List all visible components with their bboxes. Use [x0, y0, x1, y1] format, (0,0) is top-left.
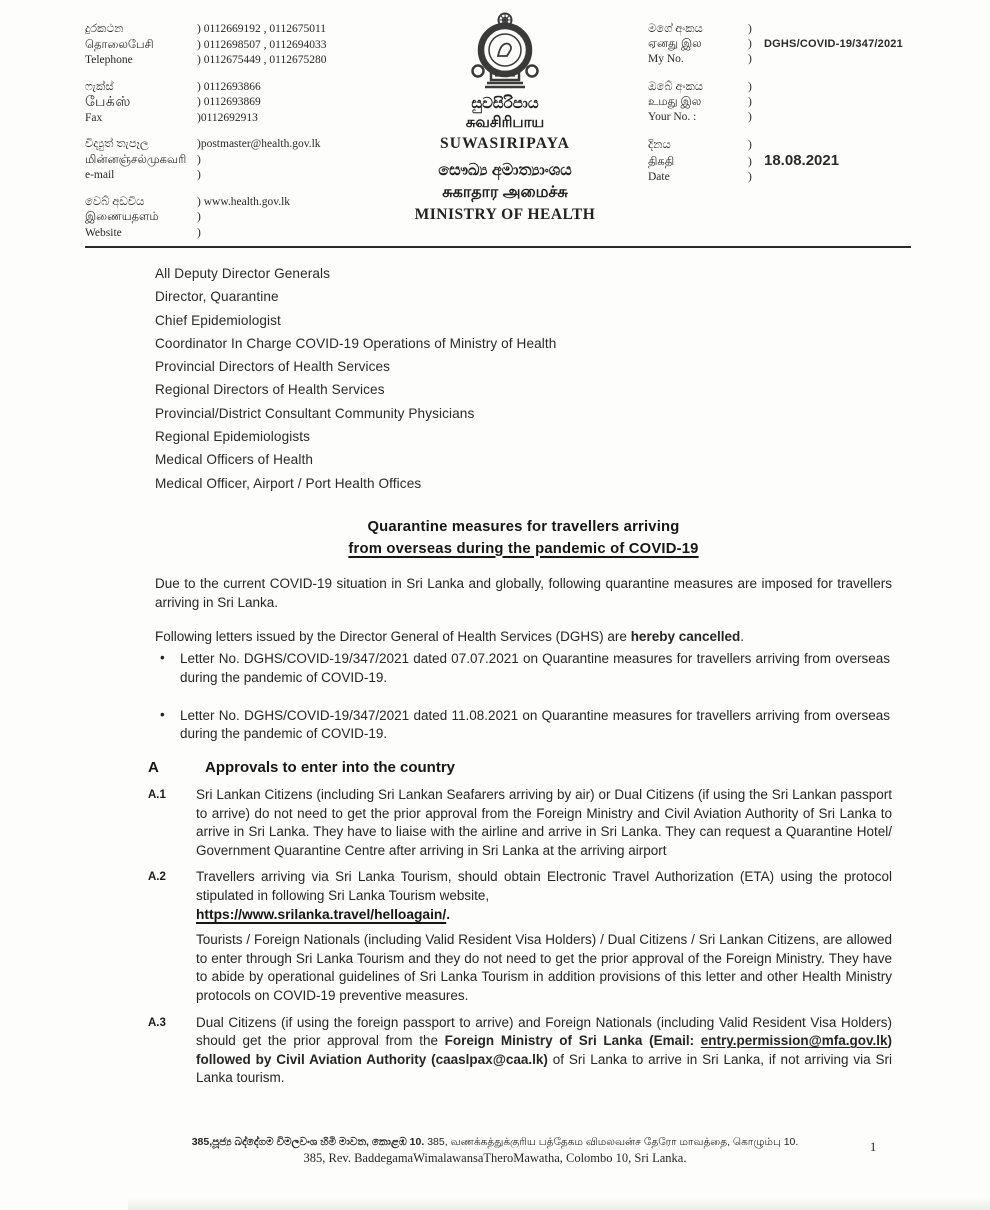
my-no-label-ta: ஏனது இல	[648, 38, 702, 50]
reference-block	[648, 22, 923, 198]
cancelled-letter-list	[158, 650, 890, 763]
recipient-line: Regional Epidemiologists	[155, 429, 311, 445]
recipient-line: Coordinator In Charge COVID-19 Operations of Ministry of Health	[155, 335, 557, 351]
letter-title-line2: from overseas during the pandemic of COVID-19	[348, 540, 699, 557]
fax-label-si: ෆැක්ස්	[85, 80, 114, 93]
website-url: ) www.health.gov.lk	[197, 195, 291, 208]
fax-label-en: Fax	[85, 111, 103, 124]
your-no-group: ඔබේ අංකය ) உமது இல ) Your No. : )	[648, 81, 752, 123]
sri-lanka-national-emblem-icon	[457, 10, 553, 92]
my-no-label-si: මගේ අංකය	[648, 23, 703, 35]
your-no-label-en: Your No. :	[648, 111, 697, 123]
header-divider-line	[85, 246, 911, 248]
cancelled-letter-item: • Letter No. DGHS/COVID-19/347/2021 dated 11.08.2021 on Quarantine measures for travellers arriving from overseas during the pandemic of COVID-19.	[158, 707, 890, 745]
recipient-line: Chief Epidemiologist	[155, 312, 281, 328]
letterhead-center	[345, 10, 665, 224]
telephone-numbers: ) 0112669192 , 0112675011	[197, 23, 327, 35]
footer-address	[0, 1136, 990, 1166]
recipient-line: Provincial Directors of Health Services	[155, 359, 391, 375]
your-no-label-si: ඔබේ අංකය	[648, 81, 704, 93]
cancelled-sentence: Following letters issued by the Director General of Health Services (DGHS) are hereby cancelled.	[155, 629, 745, 644]
fax-number: )0112692913	[197, 111, 258, 124]
intro-paragraph: Due to the current COVID-19 situation in Sri Lanka and globally, following quarantine measures are imposed for travellers arriving in Sri Lanka.	[155, 576, 892, 610]
telephone-numbers: ) 0112675449 , 0112675280	[197, 54, 327, 66]
letter-title-line1: Quarantine measures for travellers arriving	[367, 519, 680, 535]
clause-a2-label: A.2	[148, 871, 166, 884]
hereby-cancelled-bold: hereby cancelled	[630, 629, 741, 644]
footer-address-sinhala: 385,පූජ්‍ය බද්දේගම විමලවංශ හිමි මාවත, කොළඹ 10.	[191, 1136, 425, 1148]
cancelled-letter-item: • Letter No. DGHS/COVID-19/347/2021 dated 07.07.2021 on Quarantine measures for travellers arriving from overseas during the pandemic of COVID-19.	[158, 650, 890, 688]
tourism-website-link: https://www.srilanka.travel/helloagain/	[196, 906, 447, 922]
footer-address-tamil: 385, வணக்கத்துக்குரிய பத்தேகம விமலவன்ச தேரோ மாவத்தை, கொழும்பு 10.	[427, 1136, 799, 1148]
email-label-en: e-mail	[85, 169, 115, 181]
clause-a1-text: Sri Lankan Citizens (including Sri Lankan Seafarers arriving by air) or Dual Citizens (if using the Sri Lankan passport to arrive) do not need to get the prior approval from the Foreign Ministry and Civil Aviation Authority of Sri Lanka to arrive in Sri Lanka. They have to liaise with the airline and arrive in Sri Lanka. They can request a Quarantine Hotel/ Government Quarantine Centre after arriving in Sri Lanka at the arriving airport	[196, 787, 892, 858]
page-number: 1	[870, 1140, 877, 1154]
email-label-si: විද්‍යුත් තැපෑල	[85, 138, 149, 150]
fax-number: ) 0112693866	[197, 80, 261, 93]
section-a-letter: A	[148, 759, 159, 776]
telephone-label-ta: தொலைபேசி	[85, 38, 154, 51]
clause-a3	[148, 1014, 892, 1088]
date-value: 18.08.2021	[764, 152, 840, 169]
my-no-group: මගේ අංකය ) ஏனது இல ) DGHS/COVID-19/347/2021 My No. )	[648, 23, 903, 65]
telephone-label-en: Telephone	[85, 54, 133, 66]
date-group: දිනය ) திகதி ) 18.08.2021 Date )	[648, 139, 840, 183]
ministry-name-sinhala: සෞඛ්‍ය අමාත්‍යාංශය	[438, 162, 572, 179]
clause-a2-paragraph: Tourists / Foreign Nationals (including Valid Resident Visa Holders) / Dual Citizens / Sri Lankan Citizens, are allowed to enter through Sri Lanka Tourism and they do not need to get the prior approval of the Foreign Ministry. They have to abide by operational guidelines of Sri Lanka Tourism in addition provisions of this letter and other Health Ministry protocols on COVID-19 preventive measures.	[196, 932, 892, 1003]
website-label-si: වෙබ් අඩවිය	[85, 195, 145, 208]
recipient-line: Medical Officers of Health	[155, 452, 313, 468]
caa-bold: ) followed by Civil Aviation Authority (caaslpax@caa.lk)	[196, 1033, 892, 1067]
website-group: වෙබ් අඩවිය ) www.health.gov.lk இணையதளம் ) Website )	[85, 195, 420, 242]
recipient-list	[155, 262, 556, 495]
ministry-name-tamil: சுகாதார அமைச்சு	[442, 184, 568, 201]
section-a	[148, 758, 892, 1088]
date-label-ta: திகதி	[648, 156, 675, 168]
recipient-line: All Deputy Director Generals	[155, 266, 331, 281]
recipient-line: Provincial/District Consultant Community Physicians	[155, 405, 475, 421]
email-label-ta: மின்னஞ்சல்முகவரி	[85, 153, 187, 166]
clause-a2	[148, 868, 892, 1005]
clause-a3-text: Dual Citizens (if using the foreign passport to arrive) and Foreign Nationals (including Valid Resident Visa Holders) should get the prior approval from the Foreign Ministry of Sri Lanka (Email: entry.permission@mfa.gov.lk) followed by Civil Aviation Authority (caaslpax@caa.lk) of Sri Lanka to arrive in Sri Lanka, if not arriving via Sri Lanka tourism.	[196, 1014, 892, 1086]
website-label-ta: இணையதளம்	[85, 211, 159, 223]
telephone-numbers: ) 0112698507 , 0112694033	[197, 38, 327, 51]
section-a-heading-text: Approvals to enter into the country	[205, 759, 456, 776]
footer-address-native	[0, 1136, 990, 1149]
your-no-label-ta: உமது இல	[648, 96, 702, 108]
mfa-email-link: entry.permission@mfa.gov.lk	[700, 1033, 888, 1049]
date-label-si: දිනය	[648, 139, 671, 151]
clause-a2-text: Travellers arriving via Sri Lanka Tourism, should obtain Electronic Travel Authorization (ETA) using the protocol stipulated in following Sri Lanka Tourism website,	[196, 869, 892, 903]
email-address: )postmaster@health.gov.lk	[197, 138, 321, 150]
scan-edge-artifact	[128, 1197, 990, 1210]
my-no-label-en: My No.	[648, 53, 684, 65]
my-no-value: DGHS/COVID-19/347/2021	[764, 38, 903, 50]
tourism-link-line: https://www.srilanka.travel/helloagain/.	[196, 906, 451, 922]
fax-label-ta: பேக்ஸ்	[85, 95, 131, 110]
suwasiripaya-english: SUWASIRIPAYA	[439, 135, 571, 152]
clause-a1-label: A.1	[148, 789, 166, 801]
clause-a1	[148, 786, 892, 860]
ministry-name-english: MINISTRY OF HEALTH	[414, 206, 596, 223]
suwasiripaya-tamil: சுவசிரிபாய	[465, 114, 545, 131]
date-label-en: Date	[648, 171, 670, 183]
website-label-en: Website	[85, 226, 122, 239]
suwasiripaya-sinhala: සුවසිරිපාය	[471, 95, 539, 112]
recipient-line: Regional Directors of Health Services	[155, 382, 385, 398]
letter-title	[155, 517, 892, 560]
clause-a3-label: A.3	[148, 1016, 166, 1029]
recipient-line: Medical Officer, Airport / Port Health Offices	[155, 475, 422, 491]
footer-address-english: 385, Rev. BaddegamaWimalawansaTheroMawatha, Colombo 10, Sri Lanka.	[303, 1151, 687, 1165]
telephone-label-si: දුරකථන	[85, 23, 124, 35]
recipient-line: Director, Quarantine	[155, 289, 279, 305]
foreign-ministry-bold: Foreign Ministry of Sri Lanka (Email:	[444, 1033, 701, 1049]
fax-number: ) 0112693869	[197, 96, 261, 108]
section-a-heading	[148, 758, 892, 778]
email-group: විද්‍යුත් තැපෑල )postmaster@health.gov.lk மின்னஞ்சல்முகவரி ) e-mail )	[85, 137, 420, 184]
